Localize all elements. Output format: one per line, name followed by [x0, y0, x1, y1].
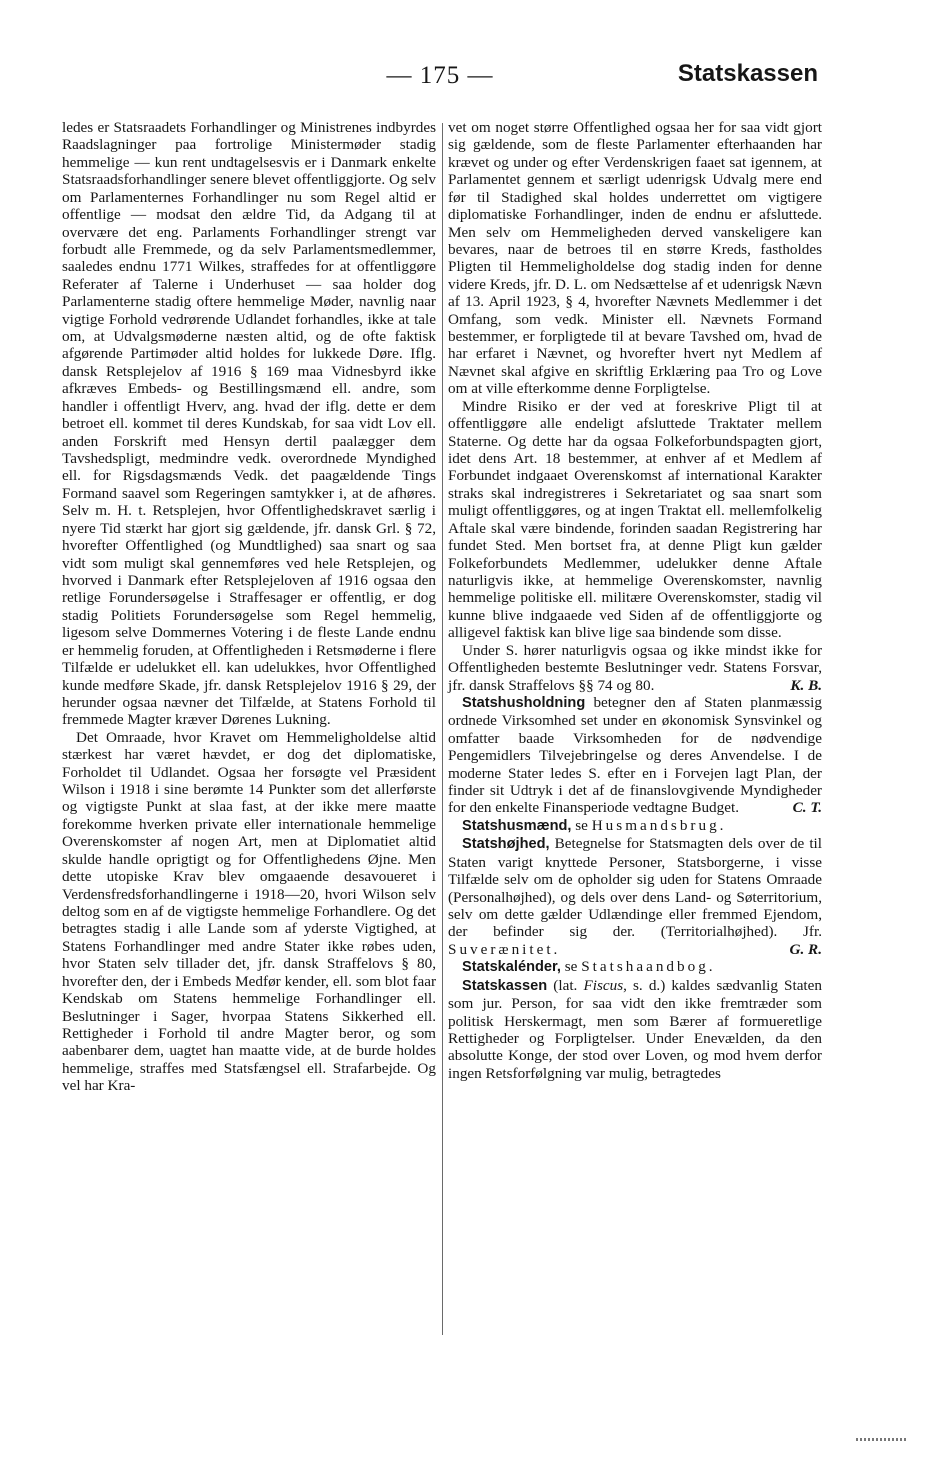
- entry-statskassen: [448, 977, 822, 1083]
- paragraph: Mindre Risiko er der ved at foreskrive Pligt til at offentliggøre alle endeligt afsluttede Traktater mellem Staterne. Og dette har da ogsaa Folkeforbundspagten gjort, idet dens Art. 18 bestemmer, at enhver af et Medlem af Forbundet indgaaet Overenskomst af international Karakter straks skal indregistreres i Sekretariatet og saa snart som muligt offentliggøres, og at ingen Traktat ell. mellemfolkelig Aftale skal være bindende, forinden saadan Registrering har fundet Sted. Men bortset fra, at denne Pligt kun gælder Folkeforbundets Medlemmer, udelukker denne Aftale naturligvis ikke, at hemmelige Overenskomster, navnlig hemmelige politiske ell. militære Overenskomster, stadig vil kunne blive indgaaede ved Siden af de offentliggjorte og alligevel faktisk kan blive lige saa bindende som disse.: [448, 397, 822, 642]
- entry-text: se: [571, 816, 592, 834]
- entry-term: Statskalénder,: [462, 959, 561, 976]
- paragraph: [448, 642, 822, 694]
- cross-reference: Suverænitet.: [448, 940, 561, 958]
- scan-artifact: [856, 1438, 906, 1441]
- entry-text: Betegnelse for Statsmagten dels over de til Staten varigt knyttede Personer, Statsborgerne, i visse Tilfælde selv om de opholder sig uden for Statens Omraade (Personalhøjhed), og dels over dens Land- og Søterritorium, selv om dette gælder Udlændinge eller fremmed Ejendom, der befinder sig der. (Territorialhøjhed). Jfr.: [448, 835, 822, 941]
- entry-text: , s. d.) kaldes sædvanlig Staten som jur. Person, for saa vidt den ikke fremtræder som politisk Herskermagt, men som Bærer af formueretlige Rettigheder og Forpligtelser. Under Enevælden, da den absolutte Konge, der stod over Loven, og mod hvem derfor ingen Retsforfølgning var mulig, betragtedes: [448, 976, 822, 1082]
- column-divider: [442, 123, 443, 1335]
- paragraph: ledes er Statsraadets Forhandlinger og Ministrenes indbyrdes Raadslagninger paa fortrolige Ministermøder stadig hemmelige — kun rent undtagelsesvis er i Danmark enkelte Statsraadsforhandlinger senere blevet offentliggjorte. Og selv om Parlamenternes Forhandlinger nu som Regel altid er offentlige — modsat den ældre Tid, da Adgang til at overvære det eng. Parlaments Forhandlinger strengt var forbudt alle Fremmede, og da selv Parlamentsmedlemmer, saaledes endnu 1771 Wilkes, straffedes for at offentliggøre Referater af Talerne i Underhuset — saa holder dog Parlamenterne stadig oftere hemmelige Møder, navnlig naar vigtige Forhold vedrørende Udlandet forhandles, ikke at tale om, at Udvalgsmøderne næsten altid, og de ofte faktisk afgørende Partimøder altid holdes for lukkede Døre. Iflg. dansk Retsplejelov af 1916 § 169 maa Vidnesbyrd ikke afkræves Embeds- og Bestillingsmænd ell. andre, som handler i offentligt Hverv, ang. hvad der iflg. dette er dem betroet ell. kommet til deres Kundskab, for saa vidt Lov ell. anden Forskrift med Hensyn dertil paalægger dem Tavshedspligt, medmindre vedk. overordnede Myndighed ell. for Rigsdagsmænds Vedk. det paagældende Tings Formand saavel som Regeringen samtykker i, at de afhøres. Selv m. H. t. Retsplejen, hvor Offentlighedskravet særlig i nyere Tid stærkt har gjort sig gældende, jfr. dansk Grl. § 72, hvorefter Offentlighed (og Mundtlighed) saa snart og saa vidt som muligt skal gennemføres ved hele Retsplejen, og hvorved i Danmark efter Retsplejeloven af 1916 ogsaa den retlige Forundersøgelse i Straffesager er offentlig, er dog stadig Politiets Forundersøgelse som Regel hemmelig, ligesom selve Dommernes Votering i de fleste Lande endnu er hemmelig foruden, at Offentligheden i Retsmøderne i flere Tilfælde er udelukket ell. kan udelukkes, hvor Offentlighed kunde medføre Skade, jfr. dansk Retsplejelov 1916 § 29, der herunder ogsaa nævner det Tilfælde, at Statens Forhold til fremmede Magter kræver Dørenes Lukning.: [62, 119, 436, 729]
- page-number: — 175 —: [386, 62, 494, 89]
- right-column: [448, 119, 822, 1082]
- entry-term: Statshøjhed,: [462, 836, 550, 853]
- latin-term: Fiscus: [583, 976, 624, 994]
- page-header: [62, 60, 818, 100]
- paragraph-text: Under S. hører naturligvis ogsaa og ikke mindst ikke for Offentligheden bestemte Beslutninger vedr. Statens Forsvar, jfr. dansk Straffelovs §§ 74 og 80.: [448, 641, 822, 694]
- entry-term: Statskassen: [462, 977, 548, 994]
- entry-text: se: [560, 958, 582, 976]
- cross-reference: Husmandsbrug.: [591, 816, 727, 834]
- entry-term: Statshusholdning: [462, 694, 586, 711]
- paragraph: vet om noget større Offentlighed ogsaa her for saa vidt gjort sig gældende, som de fleste Parlamenter efterhaanden har krævet og under og efter Verdenskrigen faaet sat igennem, at Parlamentet gennem et særligt udenrigsk Udvalg mere end før til Stadighed skal holdes underrettet om vigtigere diplomatiske Forhandlinger, inden de endnu er afsluttede. Men selv om Hemmeligheden derved vanskeligere kan bevares, naar de betroes til en større Kreds, fastholdes Pligten til Hemmeligholdelse dog stadig inden for denne videre Kreds, jfr. D. L. om Nedsættelse af et udenrigsk Nævn af 13. April 1923, § 4, hvorefter Nævnets Medlemmer i det Omfang, som vedk. Minister ell. Nævnets Formand bestemmer, er forpligtede til at bevare Tavshed om, hvad de har erfaret i Nævnet, og hvorefter hvert nyt Medlem af Nævnet skal afgive en skriftlig Erklæring paa Tro og Love om at ville efterkomme denne Forpligtelse.: [448, 119, 822, 398]
- entry-text: (lat.: [547, 976, 584, 994]
- author-signature: K. B.: [790, 676, 822, 694]
- entry-statshusholdning: [448, 694, 822, 817]
- entry-statshusmaend: [448, 817, 822, 835]
- entry-term: Statshusmænd,: [462, 817, 572, 834]
- paragraph: Det Omraade, hvor Kravet om Hemmeligholdelse altid stærkest har været hævdet, er dog det diplomatiske, Forholdet til Udlandet. Ogsaa her forsøgte vel Præsident Wilson i 1918 i sine berømte 14 Punkter som det allerførste og vigtigste Punkt at slaa fast, at der ikke mere maatte forekomme hverken private eller internationale hemmelige Overenskomster af nogen Art, men at Diplomatiet altid skulde handle oprigtigt og for Offentlighedens Øjne. Men dette utopiske Krav blev omgaaende desavoueret i Verdensfredsforhandlingerne i 1918—20, hvori Wilson selv deltog som en af de vigtigste hemmelige Forhandlere. Og det betragtes stadig i alle Lande som af yderste Vigtighed, at Statens Forhandlinger med andre Stater ikke røbes uden, hvor Staten selv tillader det, jfr. dansk Straffelovs § 80, hvorefter den, der i Embeds Medfør kender, ell. som blot faar Kendskab om Statens hemmelige Forhandlinger ell. Beslutninger i Sager, hvorpaa Statens Sikkerhed ell. Rettigheder i Forhold til andre Magter beror, og som aabenbarer dem, uagtet han maatte vide, at de burde holdes hemmelige, straffes med Statsfængsel ell. Strafarbejde. Og vel har Kra-: [62, 728, 436, 1095]
- left-column: [62, 119, 436, 1095]
- cross-reference: Statshaandbog.: [581, 958, 716, 976]
- entry-text: betegner den af Staten planmæssig ordnede Virksomhed set under en økonomisk Synsvinkel og omfatter baade Virksomheden for de nødvendige Pengemidlers Tilvejebringelse og deres Anvendelse. I de moderne Stater ledes S. efter en i Forvejen lagt Plan, der finder sit Udtryk i det af de finanslovgivende Myndigheder for den enkelte Finansperiode vedtagne Budget.: [448, 693, 822, 817]
- entry-statshoejhed: [448, 835, 822, 958]
- running-head: Statskassen: [677, 60, 818, 87]
- entry-statskalender: [448, 958, 822, 976]
- author-signature: C. T.: [792, 799, 822, 817]
- author-signature: G. R.: [789, 940, 822, 958]
